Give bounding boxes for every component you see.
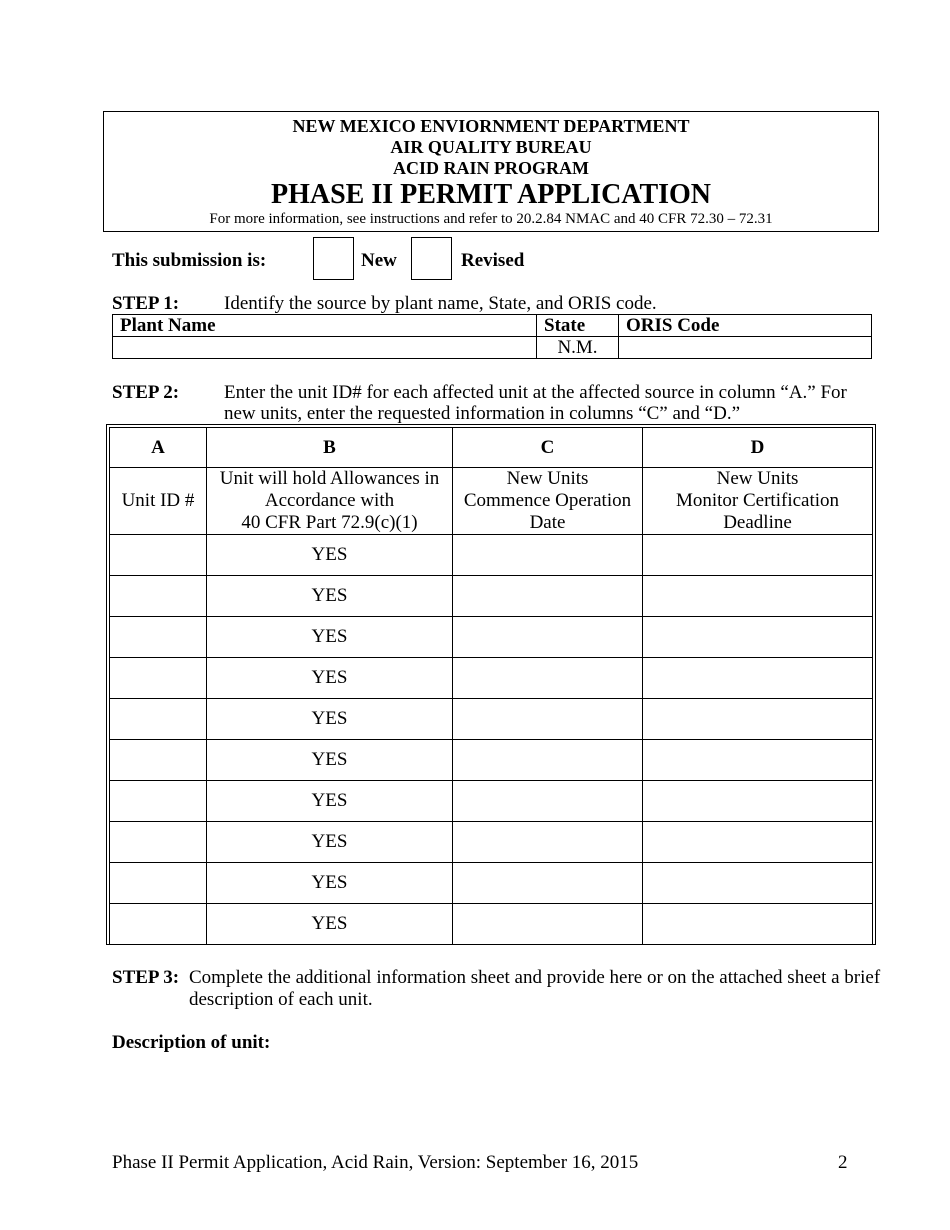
oris-code-field[interactable] [619, 337, 872, 359]
step2-instructions-line1: Enter the unit ID# for each affected unit at the affected source in column “A.” For [224, 382, 847, 403]
new-label: New [361, 250, 397, 271]
units-table [109, 427, 873, 945]
table-row [110, 863, 873, 904]
page-number: 2 [838, 1152, 848, 1173]
table-row [110, 617, 873, 658]
allowances-cell: YES [207, 904, 453, 945]
unit-id-cell[interactable] [110, 740, 207, 781]
commence-date-cell[interactable] [453, 904, 643, 945]
commence-date-cell[interactable] [453, 617, 643, 658]
plant-table-row [113, 337, 872, 359]
submission-label: This submission is: [112, 250, 267, 271]
monitor-deadline-cell[interactable] [643, 658, 873, 699]
commence-date-cell[interactable] [453, 699, 643, 740]
monitor-deadline-cell[interactable] [643, 781, 873, 822]
unit-id-cell[interactable] [110, 576, 207, 617]
allowances-cell: YES [207, 863, 453, 904]
unit-id-header [110, 468, 207, 535]
commence-header-line2: Commence Operation [463, 490, 632, 511]
revised-checkbox[interactable] [411, 237, 452, 280]
description-label: Description of unit: [112, 1032, 271, 1053]
form-title: PHASE II PERMIT APPLICATION [270, 179, 712, 210]
table-row [110, 535, 873, 576]
unit-id-cell[interactable] [110, 658, 207, 699]
department-name: NEW MEXICO ENVIORNMENT DEPARTMENT [292, 116, 690, 136]
plant-name-field[interactable] [113, 337, 537, 359]
monitor-deadline-cell[interactable] [643, 535, 873, 576]
step2-instructions-line2: new units, enter the requested information in columns “C” and “D.” [224, 403, 741, 424]
deadline-header-line3: Deadline [723, 512, 792, 533]
program-name: ACID RAIN PROGRAM [393, 158, 589, 178]
step2-label: STEP 2: [112, 382, 180, 403]
column-a-header: A [110, 428, 207, 468]
table-row [110, 576, 873, 617]
deadline-header-line2: Monitor Certification [675, 490, 840, 511]
commence-date-cell[interactable] [453, 535, 643, 576]
deadline-header-line1: New Units [716, 468, 799, 489]
allowances-header-line2: Accordance with [264, 490, 395, 511]
new-checkbox[interactable] [313, 237, 354, 280]
monitor-deadline-cell[interactable] [643, 576, 873, 617]
unit-id-cell[interactable] [110, 822, 207, 863]
units-column-letters [110, 428, 873, 468]
plant-table-header [113, 315, 872, 337]
step1-label: STEP 1: [112, 293, 180, 314]
footer-version: Phase II Permit Application, Acid Rain, Version: September 16, 2015 [112, 1152, 639, 1173]
bureau-name: AIR QUALITY BUREAU [390, 137, 592, 157]
commence-header-line3: Date [529, 512, 566, 533]
monitor-deadline-cell[interactable] [643, 617, 873, 658]
units-table-frame [106, 424, 876, 945]
allowances-cell: YES [207, 781, 453, 822]
table-row [110, 658, 873, 699]
state-header: State [537, 315, 619, 337]
monitor-deadline-cell[interactable] [643, 863, 873, 904]
monitor-deadline-cell[interactable] [643, 699, 873, 740]
unit-id-cell[interactable] [110, 904, 207, 945]
oris-code-header: ORIS Code [619, 315, 872, 337]
unit-id-cell[interactable] [110, 617, 207, 658]
commence-date-header [453, 468, 643, 535]
step3-label: STEP 3: [112, 967, 180, 988]
column-c-header: C [453, 428, 643, 468]
table-row [110, 699, 873, 740]
unit-id-cell[interactable] [110, 863, 207, 904]
allowances-cell: YES [207, 822, 453, 863]
monitor-deadline-cell[interactable] [643, 904, 873, 945]
step3-instructions-line2: description of each unit. [189, 989, 373, 1010]
plant-name-header: Plant Name [113, 315, 537, 337]
column-b-header: B [207, 428, 453, 468]
monitor-deadline-cell[interactable] [643, 740, 873, 781]
allowances-header-line1: Unit will hold Allowances in [219, 468, 440, 489]
commence-date-cell[interactable] [453, 863, 643, 904]
allowances-cell: YES [207, 740, 453, 781]
table-row [110, 781, 873, 822]
plant-table [112, 314, 872, 359]
allowances-header [207, 468, 453, 535]
commence-date-cell[interactable] [453, 781, 643, 822]
unit-id-cell[interactable] [110, 535, 207, 576]
commence-date-cell[interactable] [453, 658, 643, 699]
allowances-cell: YES [207, 658, 453, 699]
allowances-header-line3: 40 CFR Part 72.9(c)(1) [241, 512, 418, 533]
allowances-cell: YES [207, 576, 453, 617]
allowances-cell: YES [207, 617, 453, 658]
commence-header-line1: New Units [506, 468, 589, 489]
table-row [110, 740, 873, 781]
unit-id-header-text: Unit ID # [121, 490, 195, 511]
form-header [103, 111, 879, 232]
commence-date-cell[interactable] [453, 822, 643, 863]
table-row [110, 904, 873, 945]
unit-id-cell[interactable] [110, 781, 207, 822]
table-row [110, 822, 873, 863]
commence-date-cell[interactable] [453, 576, 643, 617]
units-column-descriptions [110, 468, 873, 535]
monitor-deadline-cell[interactable] [643, 822, 873, 863]
step1-instructions: Identify the source by plant name, State, and ORIS code. [224, 293, 657, 314]
commence-date-cell[interactable] [453, 740, 643, 781]
allowances-cell: YES [207, 699, 453, 740]
form-reference-info: For more information, see instructions and refer to 20.2.84 NMAC and 40 CFR 72.30 – 72.31 [209, 211, 773, 227]
column-d-header: D [643, 428, 873, 468]
monitor-deadline-header [643, 468, 873, 535]
state-field[interactable]: N.M. [537, 337, 619, 359]
step3-instructions-line1: Complete the additional information sheet and provide here or on the attached sheet a brief [189, 967, 881, 988]
allowances-cell: YES [207, 535, 453, 576]
unit-id-cell[interactable] [110, 699, 207, 740]
revised-label: Revised [461, 250, 525, 271]
